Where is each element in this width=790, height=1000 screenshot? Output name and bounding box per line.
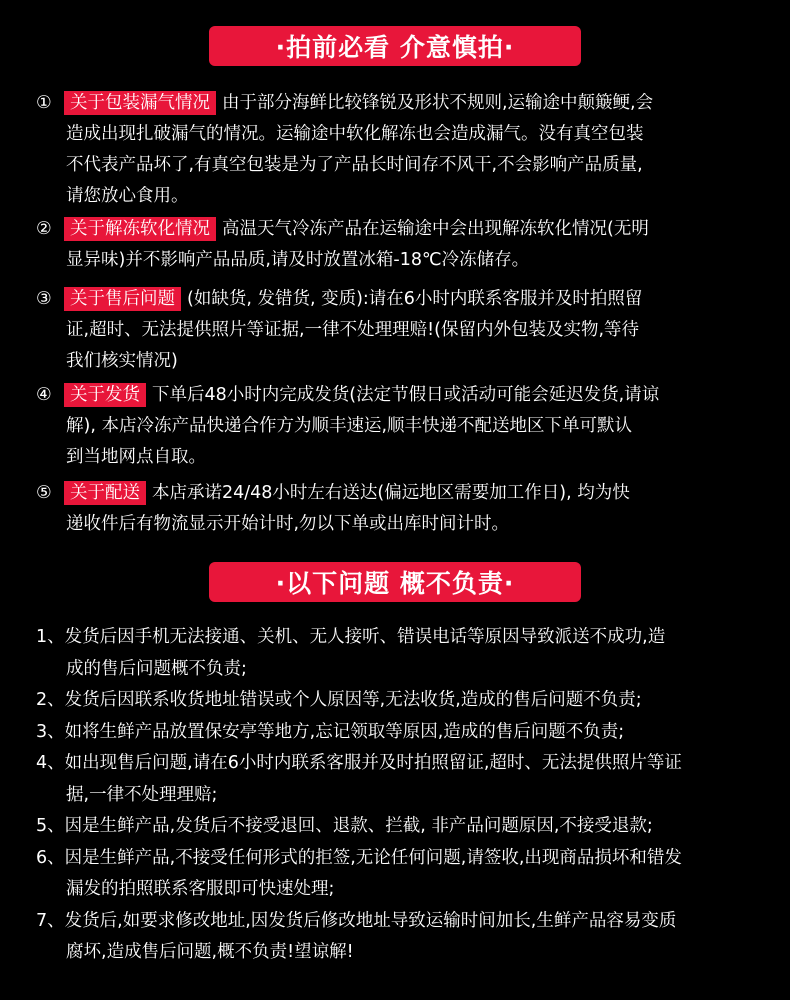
notice-text: 解), 本店冷冻产品快递合作方为顺丰速运,顺丰快递不配送地区下单可默认 bbox=[66, 416, 633, 436]
notice-tag: 关于配送 bbox=[64, 481, 146, 505]
notice-text: 请您放心食用。 bbox=[66, 186, 189, 206]
disclaimer-text: 1、发货后因手机无法接通、关机、无人接听、错误电话等原因导致派送不成功,造 bbox=[36, 627, 666, 647]
notice-text: 我们核实情况) bbox=[66, 351, 178, 371]
notice-text: 递收件后有物流显示开始计时,勿以下单或出库时间计时。 bbox=[66, 514, 510, 534]
notice-number: ② bbox=[36, 219, 52, 239]
notice-item bbox=[36, 88, 736, 212]
disclaimer-text: 6、因是生鲜产品,不接受任何形式的拒签,无论任何问题,请签收,出现商品损坏和错发 bbox=[36, 847, 682, 868]
notice-tag: 关于包装漏气情况 bbox=[64, 91, 216, 115]
disclaimer-text: 成的售后问题概不负责; bbox=[66, 658, 247, 679]
header-banner-disclaimer bbox=[209, 562, 581, 602]
notice-number: ① bbox=[36, 93, 52, 113]
notice-tag: 关于解冻软化情况 bbox=[64, 217, 216, 241]
disclaimer-item bbox=[36, 811, 766, 843]
disclaimer-item bbox=[36, 843, 766, 906]
disclaimer-text: 5、因是生鲜产品,发货后不接受退回、退款、拦截, 非产品问题原因,不接受退款; bbox=[36, 816, 653, 836]
disclaimer-text: 2、发货后因联系收货地址错误或个人原因等,无法收货,造成的售后问题不负责; bbox=[36, 690, 642, 710]
banner-title: ·拍前必看 介意慎拍· bbox=[275, 33, 515, 62]
disclaimer-item bbox=[36, 717, 766, 749]
notice-text: 到当地网点自取。 bbox=[66, 447, 206, 467]
disclaimer-item bbox=[36, 685, 766, 717]
header-banner-notice bbox=[209, 26, 581, 66]
notice-text: 本店承诺24/48小时左右送达(偏远地区需要加工作日), 均为快 bbox=[152, 483, 630, 503]
notice-item bbox=[36, 214, 736, 276]
notice-item bbox=[36, 380, 736, 473]
disclaimer-item bbox=[36, 906, 766, 969]
notice-item bbox=[36, 478, 736, 540]
disclaimer-text: 漏发的拍照联系客服即可快速处理; bbox=[66, 879, 335, 899]
disclaimer-item bbox=[36, 622, 766, 685]
disclaimer-text: 4、如出现售后问题,请在6小时内联系客服并及时拍照留证,超时、无法提供照片等证 bbox=[36, 753, 682, 773]
notice-number: ③ bbox=[36, 289, 52, 309]
disclaimer-text: 腐坏,造成售后问题,概不负责!望谅解! bbox=[66, 942, 354, 962]
notice-tag: 关于发货 bbox=[64, 383, 146, 407]
disclaimer-text: 据,一律不处理理赔; bbox=[66, 784, 218, 805]
notice-text: 证,超时、无法提供照片等证据,一律不处理理赔!(保留内外包装及实物,等待 bbox=[66, 320, 640, 340]
notice-item bbox=[36, 284, 736, 377]
notice-text: 高温天气冷冻产品在运输途中会出现解冻软化情况(无明 bbox=[222, 219, 649, 239]
notice-text: 造成出现扎破漏气的情况。运输途中软化解冻也会造成漏气。没有真空包装 bbox=[66, 124, 644, 144]
disclaimer-item bbox=[36, 748, 766, 811]
notice-number: ④ bbox=[36, 385, 52, 405]
notice-text: 不代表产品坏了,有真空包装是为了产品长时间存不风干,不会影响产品质量, bbox=[66, 155, 643, 175]
notice-text: 显异味)并不影响产品品质,请及时放置冰箱-18℃冷冻储存。 bbox=[66, 250, 530, 270]
disclaimer-list bbox=[36, 622, 766, 969]
notice-text: 下单后48小时内完成发货(法定节假日或活动可能会延迟发货,请谅 bbox=[152, 385, 660, 405]
notice-text: 由于部分海鲜比较锋锐及形状不规则,运输途中颠簸鲠,会 bbox=[222, 93, 654, 113]
notice-text: (如缺货, 发错货, 变质):请在6小时内联系客服并及时拍照留 bbox=[187, 289, 643, 309]
notice-number: ⑤ bbox=[36, 483, 52, 503]
notice-tag: 关于售后问题 bbox=[64, 287, 181, 311]
disclaimer-text: 7、发货后,如要求修改地址,因发货后修改地址导致运输时间加长,生鲜产品容易变质 bbox=[36, 910, 677, 931]
disclaimer-text: 3、如将生鲜产品放置保安亭等地方,忘记领取等原因,造成的售后问题不负责; bbox=[36, 721, 625, 742]
banner-title: ·以下问题 概不负责· bbox=[275, 569, 515, 598]
